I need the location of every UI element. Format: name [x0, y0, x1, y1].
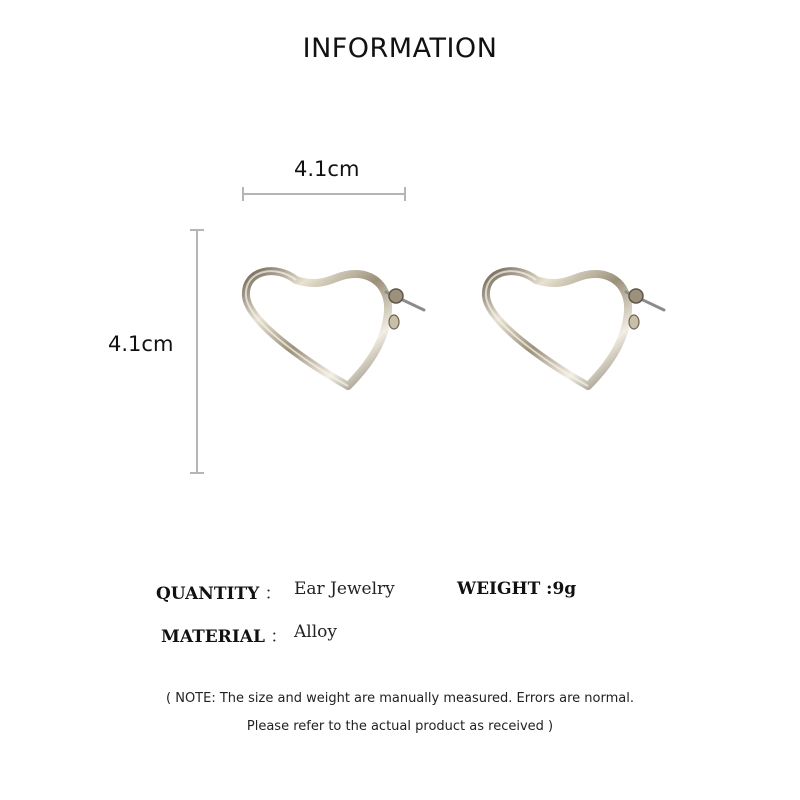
note-line-1: ( NOTE: The size and weight are manually measured. Errors are normal. — [166, 691, 634, 706]
note-line-2: Please refer to the actual product as received ) — [246, 719, 554, 734]
height-dimension-cap-top — [190, 229, 204, 231]
page-title: INFORMATION — [302, 33, 498, 64]
material-label: MATERIAL — [161, 627, 265, 647]
heart-earring-left-image — [236, 262, 426, 397]
quantity-label: QUANTITY — [156, 584, 260, 604]
height-dimension-label: 4.1cm — [108, 332, 174, 356]
width-dimension-line — [243, 193, 405, 195]
heart-earring-right-image — [476, 262, 666, 397]
height-dimension-line — [196, 230, 198, 473]
quantity-spec — [156, 579, 282, 604]
width-dimension-cap-right — [404, 187, 406, 201]
height-dimension-cap-bottom — [190, 472, 204, 474]
weight-label: WEIGHT : — [457, 579, 553, 599]
weight-spec — [457, 579, 576, 599]
width-dimension-label: 4.1cm — [294, 157, 360, 181]
material-value: Alloy — [294, 622, 337, 642]
weight-value: 9g — [552, 579, 577, 599]
material-spec — [161, 622, 287, 647]
quantity-separator: ： — [264, 584, 282, 604]
quantity-value: Ear Jewelry — [294, 579, 395, 599]
material-separator: ： — [270, 627, 288, 647]
width-dimension-cap-left — [242, 187, 244, 201]
